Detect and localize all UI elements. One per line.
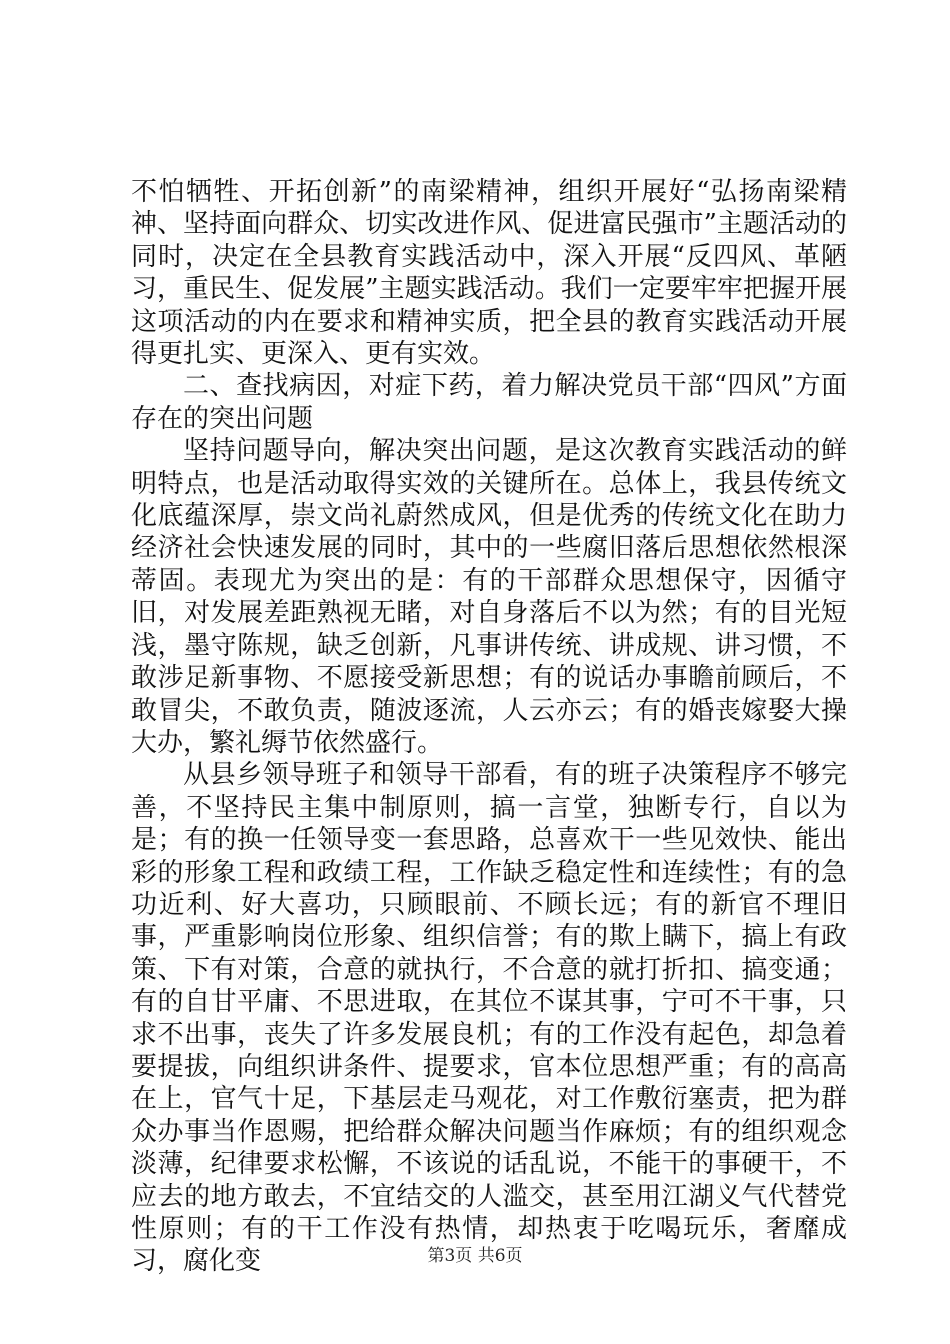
document-body xyxy=(131,176,847,1278)
section-heading: 二、查找病因，对症下药，着力解决党员干部“四风”方面存在的突出问题 xyxy=(131,371,847,434)
paragraph-problems-overview: 坚持问题导向，解决突出问题，是这次教育实践活动的鲜明特点，也是活动取得实效的关键所在。总体上，我县传统文化底蕴深厚，崇文尚礼蔚然成风，但是优秀的传统文化在助力经济社会快速发展的同时，其中的一些腐旧落后思想依然根深蒂固。表现尤为突出的是：有的干部群众思想保守，因循守旧，对发展差距熟视无睹，对自身落后不以为然；有的目光短浅，墨守陈规，缺乏创新，凡事讲传统、讲成规、讲习惯，不敢涉足新事物、不愿接受新思想；有的说话办事瞻前顾后，不敢冒尖，不敢负责，随波逐流，人云亦云；有的婚丧嫁娶大操大办，繁礼缛节依然盛行。 xyxy=(131,436,847,758)
page-number: 第3页 共6页 xyxy=(427,1246,523,1266)
page-footer xyxy=(0,1244,950,1268)
paragraph-leadership-issues: 从县乡领导班子和领导干部看，有的班子决策程序不够完善，不坚持民主集中制原则，搞一言堂，独断专行，自以为是；有的换一任领导变一套思路，总喜欢干一些见效快、能出彩的形象工程和政绩工程，工作缺乏稳定性和连续性；有的急功近利、好大喜功，只顾眼前、不顾长远；有的新官不理旧事，严重影响岗位形象、组织信誉；有的欺上瞒下，搞上有政策、下有对策，合意的就执行，不合意的就打折扣、搞变通；有的自甘平庸、不思进取，在其位不谋其事，宁可不干事，只求不出事，丧失了许多发展良机；有的工作没有起色，却急着要提拔，向组织讲条件、提要求，官本位思想严重；有的高高在上，官气十足，下基层走马观花，对工作敷衍塞责，把为群众办事当作恩赐，把给群众解决问题当作麻烦；有的组织观念淡薄，纪律要求松懈，不该说的话乱说，不能干的事硬干，不应去的地方敢去，不宜结交的人滥交，甚至用江湖义气代替党性原则；有的干工作没有热情，却热衷于吃喝玩乐，奢靡成习，腐化变 xyxy=(131,760,847,1277)
paragraph-continued: 不怕牺牲、开拓创新”的南梁精神，组织开展好“弘扬南梁精神、坚持面向群众、切实改进作风、促进富民强市”主题活动的同时，决定在全县教育实践活动中，深入开展“反四风、革陋习，重民生、促发展”主题实践活动。我们一定要牢牢把握开展这项活动的内在要求和精神实质，把全县的教育实践活动开展得更扎实、更深入、更有实效。 xyxy=(131,177,847,370)
